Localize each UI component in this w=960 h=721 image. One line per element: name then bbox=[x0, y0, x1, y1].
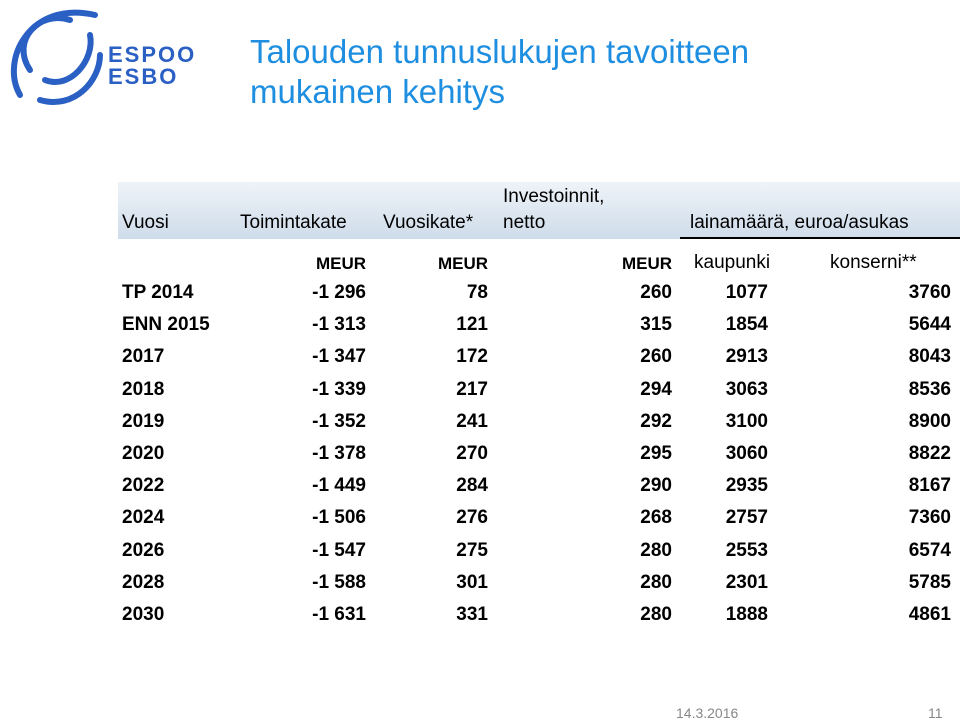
unit-toimintakate: MEUR bbox=[315, 254, 366, 273]
cell-kaupunki: 2553 bbox=[725, 539, 768, 561]
cell-kaupunki: 1888 bbox=[725, 604, 768, 625]
cell-konserni: 5644 bbox=[908, 314, 951, 336]
cell-vuosi: 2030 bbox=[122, 604, 165, 625]
cell-konserni: 4861 bbox=[908, 604, 951, 625]
header-investoinnit-netto: netto bbox=[503, 212, 546, 233]
cell-investoinnit: 315 bbox=[640, 314, 672, 336]
cell-investoinnit: 260 bbox=[640, 282, 672, 303]
cell-investoinnit: 268 bbox=[640, 507, 672, 529]
cell-vuosikate: 331 bbox=[456, 604, 488, 625]
cell-vuosikate: 270 bbox=[456, 443, 488, 464]
cell-toimintakate: -1 352 bbox=[312, 410, 366, 432]
cell-kaupunki: 3100 bbox=[725, 410, 768, 432]
footer-page-number: 11 bbox=[928, 705, 943, 721]
cell-investoinnit: 280 bbox=[640, 571, 672, 593]
header-underline bbox=[680, 237, 960, 239]
cell-konserni: 8536 bbox=[908, 378, 951, 400]
cell-kaupunki: 2301 bbox=[725, 571, 768, 593]
cell-investoinnit: 295 bbox=[640, 443, 672, 464]
cell-kaupunki: 2757 bbox=[725, 507, 768, 529]
cell-toimintakate: -1 506 bbox=[312, 507, 366, 529]
cell-konserni: 8822 bbox=[908, 443, 951, 464]
unit-konserni: konserni** bbox=[830, 252, 917, 273]
cell-toimintakate: -1 378 bbox=[312, 443, 366, 464]
cell-toimintakate: -1 547 bbox=[312, 539, 366, 561]
cell-vuosi: 2017 bbox=[122, 346, 165, 368]
cell-vuosi: 2019 bbox=[122, 410, 165, 432]
cell-konserni: 8900 bbox=[908, 410, 951, 432]
logo-text-espoo: ESPOO bbox=[108, 42, 197, 67]
cell-vuosikate: 241 bbox=[456, 410, 488, 432]
espoo-swirl-icon bbox=[0, 0, 110, 110]
cell-konserni: 6574 bbox=[908, 539, 951, 561]
cell-toimintakate: -1 347 bbox=[312, 346, 366, 368]
cell-vuosikate: 284 bbox=[456, 475, 488, 497]
cell-toimintakate: -1 588 bbox=[312, 571, 366, 593]
cell-kaupunki: 2935 bbox=[725, 475, 768, 497]
cell-kaupunki: 1854 bbox=[725, 314, 768, 336]
header-lainamaara: lainamäärä, euroa/asukas bbox=[690, 212, 909, 233]
cell-kaupunki: 3060 bbox=[725, 443, 768, 464]
cell-konserni: 3760 bbox=[908, 282, 951, 303]
cell-vuosikate: 217 bbox=[456, 378, 488, 400]
cell-vuosikate: 121 bbox=[456, 314, 488, 336]
cell-toimintakate: -1 313 bbox=[312, 314, 366, 336]
header-toimintakate: Toimintakate bbox=[240, 212, 347, 233]
cell-kaupunki: 1077 bbox=[725, 282, 768, 303]
cell-vuosikate: 275 bbox=[456, 539, 488, 561]
cell-vuosikate: 301 bbox=[456, 571, 488, 593]
page-title bbox=[250, 32, 950, 112]
logo-text-esbo: ESBO bbox=[108, 64, 179, 89]
header-vuosi: Vuosi bbox=[122, 212, 169, 233]
cell-vuosikate: 276 bbox=[456, 507, 488, 529]
cell-investoinnit: 292 bbox=[640, 410, 672, 432]
cell-vuosi: ENN 2015 bbox=[122, 314, 210, 336]
cell-toimintakate: -1 296 bbox=[312, 282, 366, 303]
cell-konserni: 8167 bbox=[908, 475, 951, 497]
unit-vuosikate: MEUR bbox=[437, 254, 488, 273]
cell-vuosi: 2026 bbox=[122, 539, 165, 561]
cell-toimintakate: -1 449 bbox=[312, 475, 366, 497]
header-vuosikate: Vuosikate* bbox=[383, 212, 474, 233]
cell-vuosi: 2024 bbox=[122, 507, 165, 529]
cell-kaupunki: 3063 bbox=[725, 378, 768, 400]
cell-konserni: 7360 bbox=[908, 507, 951, 529]
espoo-logo bbox=[0, 0, 200, 110]
cell-vuosi: TP 2014 bbox=[122, 282, 194, 303]
page-title-line-2: mukainen kehitys bbox=[250, 73, 505, 110]
cell-toimintakate: -1 339 bbox=[312, 378, 366, 400]
cell-investoinnit: 290 bbox=[640, 475, 672, 497]
cell-vuosikate: 172 bbox=[456, 346, 488, 368]
cell-vuosi: 2022 bbox=[122, 475, 165, 497]
cell-vuosi: 2018 bbox=[122, 378, 165, 400]
cell-vuosikate: 78 bbox=[466, 282, 488, 303]
cell-konserni: 8043 bbox=[908, 346, 951, 368]
cell-kaupunki: 2913 bbox=[725, 346, 768, 368]
page-title-line-1: Talouden tunnuslukujen tavoitteen bbox=[250, 33, 750, 70]
unit-kaupunki: kaupunki bbox=[694, 252, 771, 273]
cell-konserni: 5785 bbox=[908, 571, 951, 593]
cell-investoinnit: 280 bbox=[640, 539, 672, 561]
cell-investoinnit: 294 bbox=[640, 378, 672, 400]
cell-investoinnit: 260 bbox=[640, 346, 672, 368]
cell-toimintakate: -1 631 bbox=[312, 604, 366, 625]
cell-investoinnit: 280 bbox=[640, 604, 672, 625]
cell-vuosi: 2020 bbox=[122, 443, 165, 464]
footer-date: 14.3.2016 bbox=[676, 705, 739, 721]
unit-investoinnit: MEUR bbox=[621, 254, 672, 273]
cell-vuosi: 2028 bbox=[122, 571, 165, 593]
header-investoinnit: Investoinnit, bbox=[503, 186, 605, 207]
